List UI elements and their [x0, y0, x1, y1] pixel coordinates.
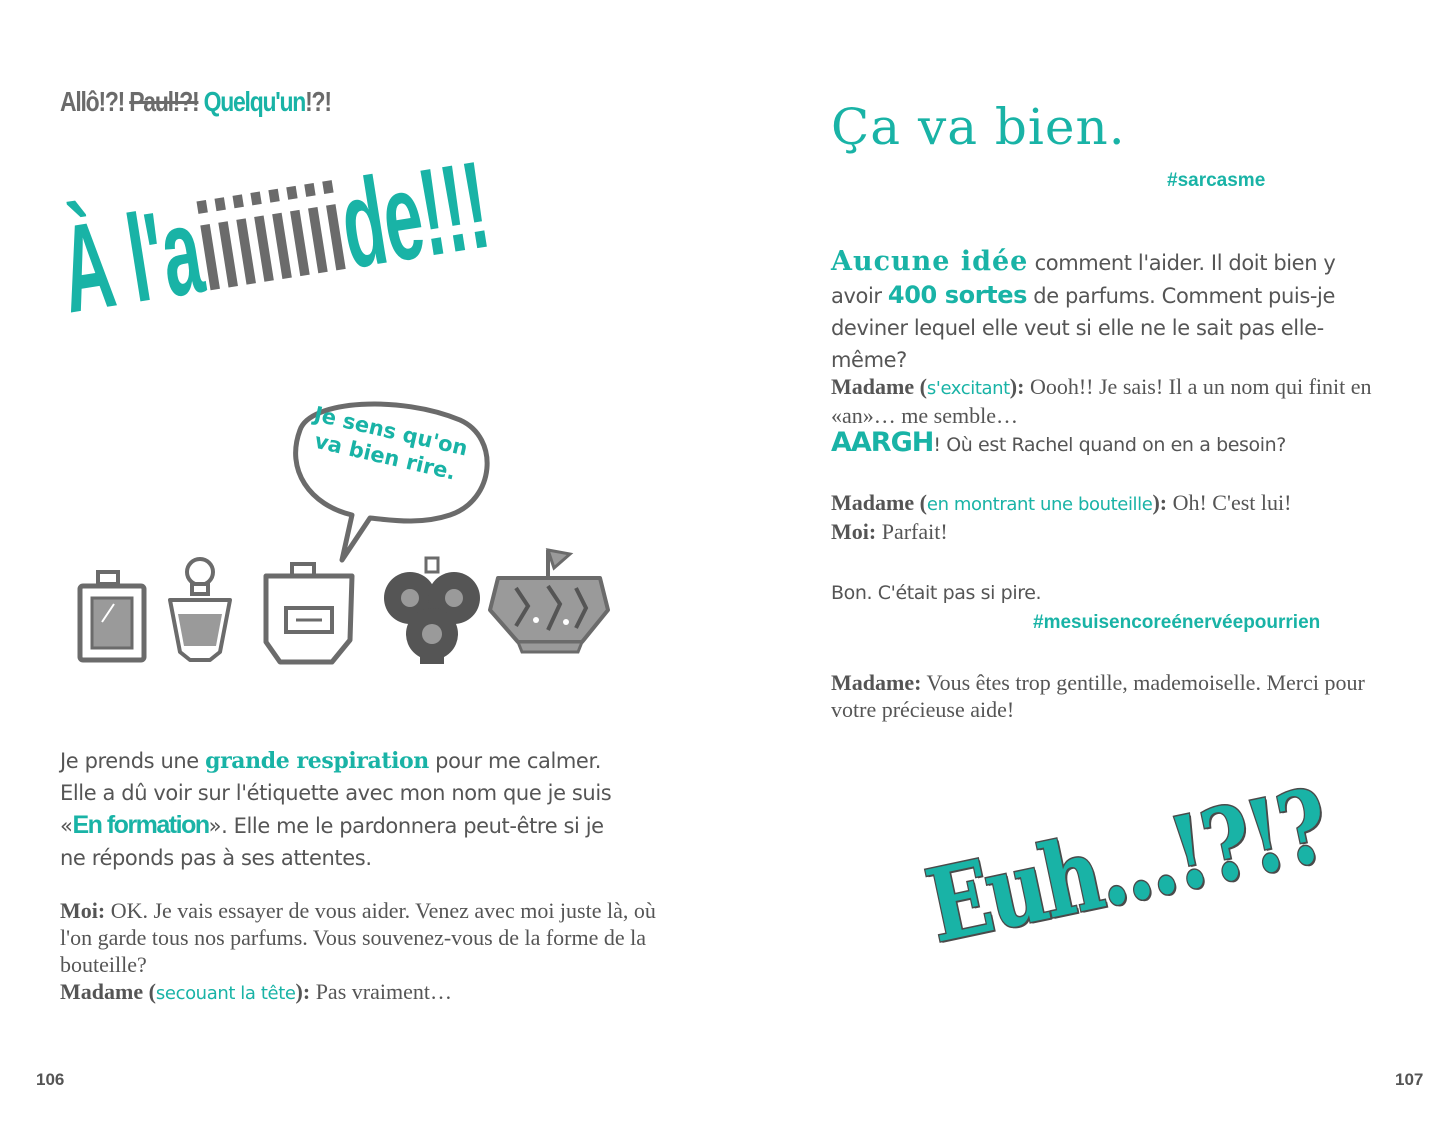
geometric-bottle-icon [490, 550, 608, 652]
speaker-madame: Madame [831, 374, 915, 399]
dialog-block-3: Madame: Vous êtes trop gentille, mademoiselle. Merci pour votre précieuse aide! [831, 670, 1365, 722]
bon-line: Bon. C'était pas si pire. [831, 582, 1042, 604]
emphasis-grande-respiration: grande respiration [205, 748, 429, 774]
speech-bubble-text: Je sens qu'on va bien rire. [311, 402, 470, 485]
headline-part3: de!!! [332, 136, 497, 295]
dialog-block-1: Madame (s'excitant): Oooh!! Je sais! Il a un nom qui finit en «an»… me semble… AARGH! Où est Rachel quand on en a besoin? [831, 374, 1372, 458]
hashtag-sarcasme: #sarcasme [1167, 170, 1266, 191]
trefoil-bottle-icon [384, 558, 480, 664]
header-part1: Allô!?! [60, 86, 125, 117]
stage-direction: secouant la tête [155, 983, 296, 1004]
speaker-moi: Moi: [60, 898, 106, 923]
page-header [60, 86, 331, 118]
emphasis-aucune-idee: Aucune idée [831, 246, 1029, 277]
stage-direction: s'excitant [926, 378, 1010, 399]
page-title: Ça va bien. [831, 98, 1126, 156]
shield-bottle-icon [266, 564, 352, 662]
headline [53, 116, 671, 368]
headline-part2: iiiiiiii [188, 158, 354, 318]
right-page [723, 0, 1445, 1122]
square-bottle-icon [80, 572, 144, 660]
dialog-block: Moi: OK. Je vais essayer de vous aider. Venez avec moi juste là, où l'on garde tous nos parfums. Vous souvenez-vous de la forme de la bouteille? Madame (secouant la tête): Pas vraiment… [60, 898, 656, 1004]
speaker-madame: Madame [60, 979, 144, 1004]
dialog-block-2: Madame (en montrant une bouteille): Oh! C'est lui! Moi: Parfait! [831, 490, 1292, 544]
header-struck-name: Paul!?! [129, 86, 199, 117]
intro-paragraph: Je prends une grande respiration pour me calmer. Elle a dû voir sur l'étiquette avec mon nom que je suis «En formation». Elle me le pardonnera peut-être si je ne réponds pas à ses attentes. [60, 748, 612, 870]
speaker-moi: Moi: [831, 519, 877, 544]
speaker-madame: Madame: [831, 670, 922, 695]
left-page [0, 0, 722, 1122]
euh-exclamation: Euh...!?!? [917, 766, 1336, 966]
header-part4: !?! [305, 86, 331, 117]
pointy-bottle-icon [170, 559, 230, 660]
stage-direction: en montrant une bouteille [926, 494, 1153, 515]
speaker-madame: Madame [831, 490, 915, 515]
header-part3: Quelqu'un [203, 86, 306, 117]
right-intro-paragraph: Aucune idée comment l'aider. Il doit bien y avoir 400 sortes de parfums. Comment puis-je deviner lequel elle veut si elle ne le sait pas elle-même? [831, 246, 1336, 372]
emphasis-en-formation: En formation [72, 811, 209, 839]
hashtag-enervee: #mesuisencoreénervéepourrien [1033, 612, 1321, 633]
argh-exclamation: AARGH [831, 427, 934, 458]
page-number-left: 106 [36, 1070, 65, 1089]
headline-part1: À l'a [51, 181, 211, 340]
emphasis-400-sortes: 400 sortes [887, 281, 1027, 309]
page-number-right: 107 [1395, 1070, 1424, 1089]
